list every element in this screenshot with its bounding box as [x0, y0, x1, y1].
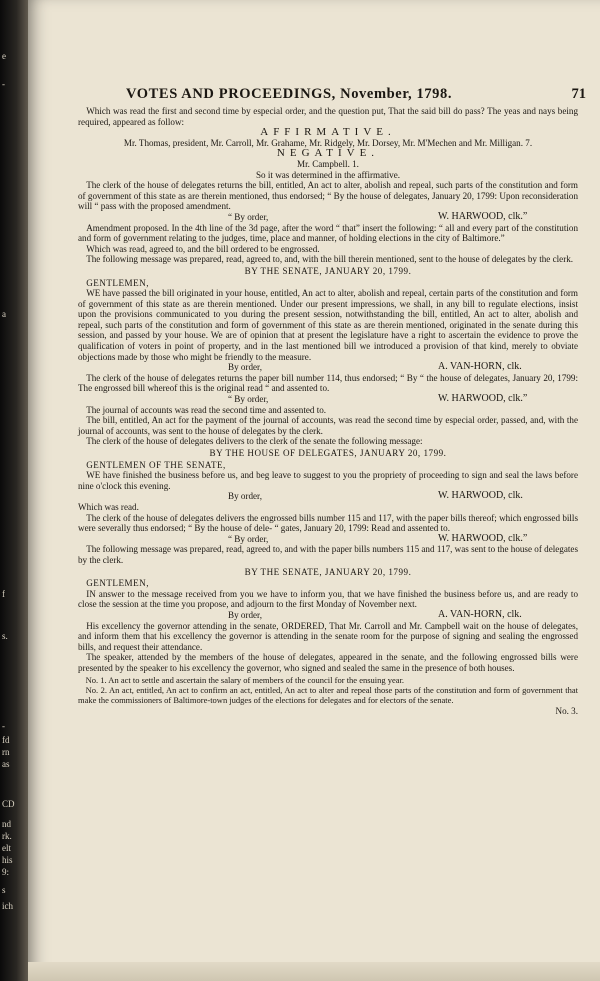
page-body	[78, 106, 578, 716]
signature-clerk: A. VAN-HORN, clk.	[438, 608, 522, 620]
gutter-fragment: CD	[2, 799, 15, 809]
signature-clerk: W. HARWOOD, clk.	[438, 490, 523, 502]
signature-by-order: “ By order,	[228, 533, 269, 544]
paragraph: Which was read.	[78, 501, 139, 512]
vote-list-affirmative: Mr. Thomas, president, Mr. Carroll, Mr. Grahame, Mr. Ridgely, Mr. Dorsey, Mr. M'Mechen and Mr. Milligan. 7.	[123, 137, 533, 148]
paragraph: WE have passed the bill originated in your house, entitled, An act to alter, abolish and repeal, certain parts of the constitution and form of government of this state as are therein mentioned. Under our present impressions, we shall, in any bill to regulate elections, insist upon the provisions communicated to you during the present session, notwithstanding the bill, entitled, An act to alter, abolish and repeal, such parts of the constitution and form of government of this state as are therein mentioned, originated in the senate during this session, and passed by your house. We are of opinion that at present the legislature have a right to ascertain the evidence to prove the qualification of voters in point of property, and in the last mentioned bill we introduced a provision of that kind, merely to obviate objections made by those who might be friendly to the measure.	[78, 288, 578, 362]
page-bottom-edge	[28, 962, 600, 981]
gutter-fragment: f	[2, 589, 5, 599]
vote-list-negative: Mr. Campbell. 1.	[297, 158, 359, 169]
paragraph: The journal of accounts was read the second time and assented to.	[86, 404, 327, 415]
signature-by-order: By order,	[228, 362, 262, 373]
paragraph: The bill, entitled, An act for the payment of the journal of accounts, was read the second time by especial order, passed, and, with the journal of accounts, was sent to the house of delegates by the clerk.	[78, 415, 578, 436]
signature-by-order: By order,	[228, 491, 262, 502]
paragraph: The clerk of the house of delegates delivers the engrossed bills number 115 and 117, with the paper bills thereof; which engrossed bills were severally thus endorsed; “ By the house of dele- “ gates, January 20, 1799: Read and assented to.	[78, 512, 578, 534]
gutter-fragment: rk.	[2, 831, 12, 841]
signature-clerk: W. HARWOOD, clk.”	[438, 532, 528, 544]
signature-line	[78, 534, 578, 545]
signature-line	[78, 491, 578, 502]
paragraph: His excellency the governor attending in the senate, ORDERED, That Mr. Carroll and Mr. Campbell wait on the house of delegates, and inform them that his excellency the governor is attending in the senate room for the purpose of signing and sealing the engrossed bills, and request their attendance.	[78, 620, 578, 652]
running-title: VOTES AND PROCEEDINGS, November, 1798.	[126, 86, 453, 102]
salutation: GENTLEMEN,	[86, 277, 150, 288]
paragraph: The speaker, attended by the members of the house of delegates, appeared in the senate, and the following engrossed bills were presented by the speaker to his excellency the governor, who signed and sealed the same in the presence of both houses.	[78, 652, 578, 673]
book-page	[28, 0, 600, 981]
paragraph: IN answer to the message received from you we have to inform you, that we have finished the business before us, and are ready to close the session at the time you propose, and adjourn to the first Monday of November next.	[78, 588, 578, 610]
gutter-fragment: rn	[2, 747, 10, 757]
paragraph: The following message was prepared, read, agreed to, and with the paper bills numbers 115 and 117, was sent to the house of delegates by the clerk.	[78, 544, 578, 565]
gutter-fragment: a	[2, 309, 6, 319]
gutter-fragment: -	[2, 79, 5, 89]
message-heading: BY THE SENATE, JANUARY 20, 1799.	[244, 265, 412, 276]
signature-line	[78, 212, 578, 223]
paragraph: The following message was prepared, read, agreed to, and, with the bill therein mentioned, sent to the house of delegates by the clerk.	[86, 254, 574, 265]
bill-entry: No. 1. An act to settle and ascertain the salary of members of the council for the ensuing year.	[85, 675, 405, 686]
paragraph: So it was determined in the affirmative.	[255, 169, 401, 180]
gutter-fragment: 9:	[2, 867, 10, 877]
vote-heading-negative: NEGATIVE.	[276, 147, 380, 160]
paragraph: The clerk of the house of delegates returns the paper bill number 114, thus endorsed; “ By “ the house of delegates, January 20, 1799: The engrossed bill whereof this is the original read “ and assented to.	[78, 372, 578, 394]
gutter-fragment: -	[2, 721, 5, 731]
signature-clerk: W. HARWOOD, clk.”	[438, 210, 528, 222]
paragraph: Which was read, agreed to, and the bill ordered to be engrossed.	[86, 243, 320, 254]
paragraph: WE have finished the business before us, and beg leave to suggest to you the propriety of proceeding to sign and seal the laws before nine o'clock this evening.	[78, 470, 578, 491]
message-heading: BY THE SENATE, JANUARY 20, 1799.	[244, 566, 412, 577]
catchword: No. 3.	[555, 705, 578, 716]
bill-entry: No. 2. An act, entitled, An act to confirm an act, entitled, An act to alter and repeal those parts of the constitution and form of government that make the commissioners of Baltimore-town judges of the elections for delegates and for electors of the senate.	[78, 685, 578, 706]
gutter-fragment: as	[2, 759, 10, 769]
salutation: GENTLEMEN OF THE SENATE,	[86, 459, 226, 470]
signature-line	[78, 394, 578, 405]
gutter-fragment: his	[2, 855, 13, 865]
paragraph: The clerk of the house of delegates delivers to the clerk of the senate the following message:	[86, 436, 423, 447]
message-heading: BY THE HOUSE OF DELEGATES, JANUARY 20, 1799.	[209, 448, 447, 458]
gutter-fragment: s.	[2, 631, 8, 641]
gutter-fragment: fd	[2, 735, 10, 745]
vote-heading-affirmative: AFFIRMATIVE.	[260, 126, 396, 139]
signature-line	[78, 610, 578, 621]
paragraph: Amendment proposed. In the 4th line of the 3d page, after the word “ that” insert the following: “ all and every part of the constitution and form of government relating to the judges, time, place and manner, of holding elections in the city of Baltimore.”	[78, 222, 578, 244]
gutter-fragment: e	[2, 51, 6, 61]
salutation: GENTLEMEN,	[86, 578, 150, 589]
signature-by-order: By order,	[228, 609, 262, 620]
page-header	[66, 86, 586, 108]
signature-line	[78, 362, 578, 373]
gutter-fragment: s	[2, 885, 6, 895]
signature-clerk: A. VAN-HORN, clk.	[438, 361, 522, 373]
paragraph: Which was read the first and second time by especial order, and the question put, That the said bill do pass? The yeas and nays being required, appeared as follow:	[78, 106, 578, 127]
gutter-fragment: nd	[2, 819, 11, 829]
bill-list	[78, 676, 578, 705]
signature-by-order: “ By order,	[228, 394, 269, 405]
page-number: 71	[571, 86, 586, 102]
gutter-fragment: ich	[2, 901, 13, 911]
gutter-fragment: elt	[2, 843, 11, 853]
signature-by-order: “ By order,	[228, 211, 269, 222]
paragraph: The clerk of the house of delegates returns the bill, entitled, An act to alter, abolish and repeal, such parts of the constitution and form of government of this state as are therein mentioned, thus endorsed; “ By the house of delegates, January 20, 1799: Upon reconsideration will “ pass with the proposed amendment.	[78, 180, 578, 212]
signature-clerk: W. HARWOOD, clk.”	[438, 393, 528, 405]
